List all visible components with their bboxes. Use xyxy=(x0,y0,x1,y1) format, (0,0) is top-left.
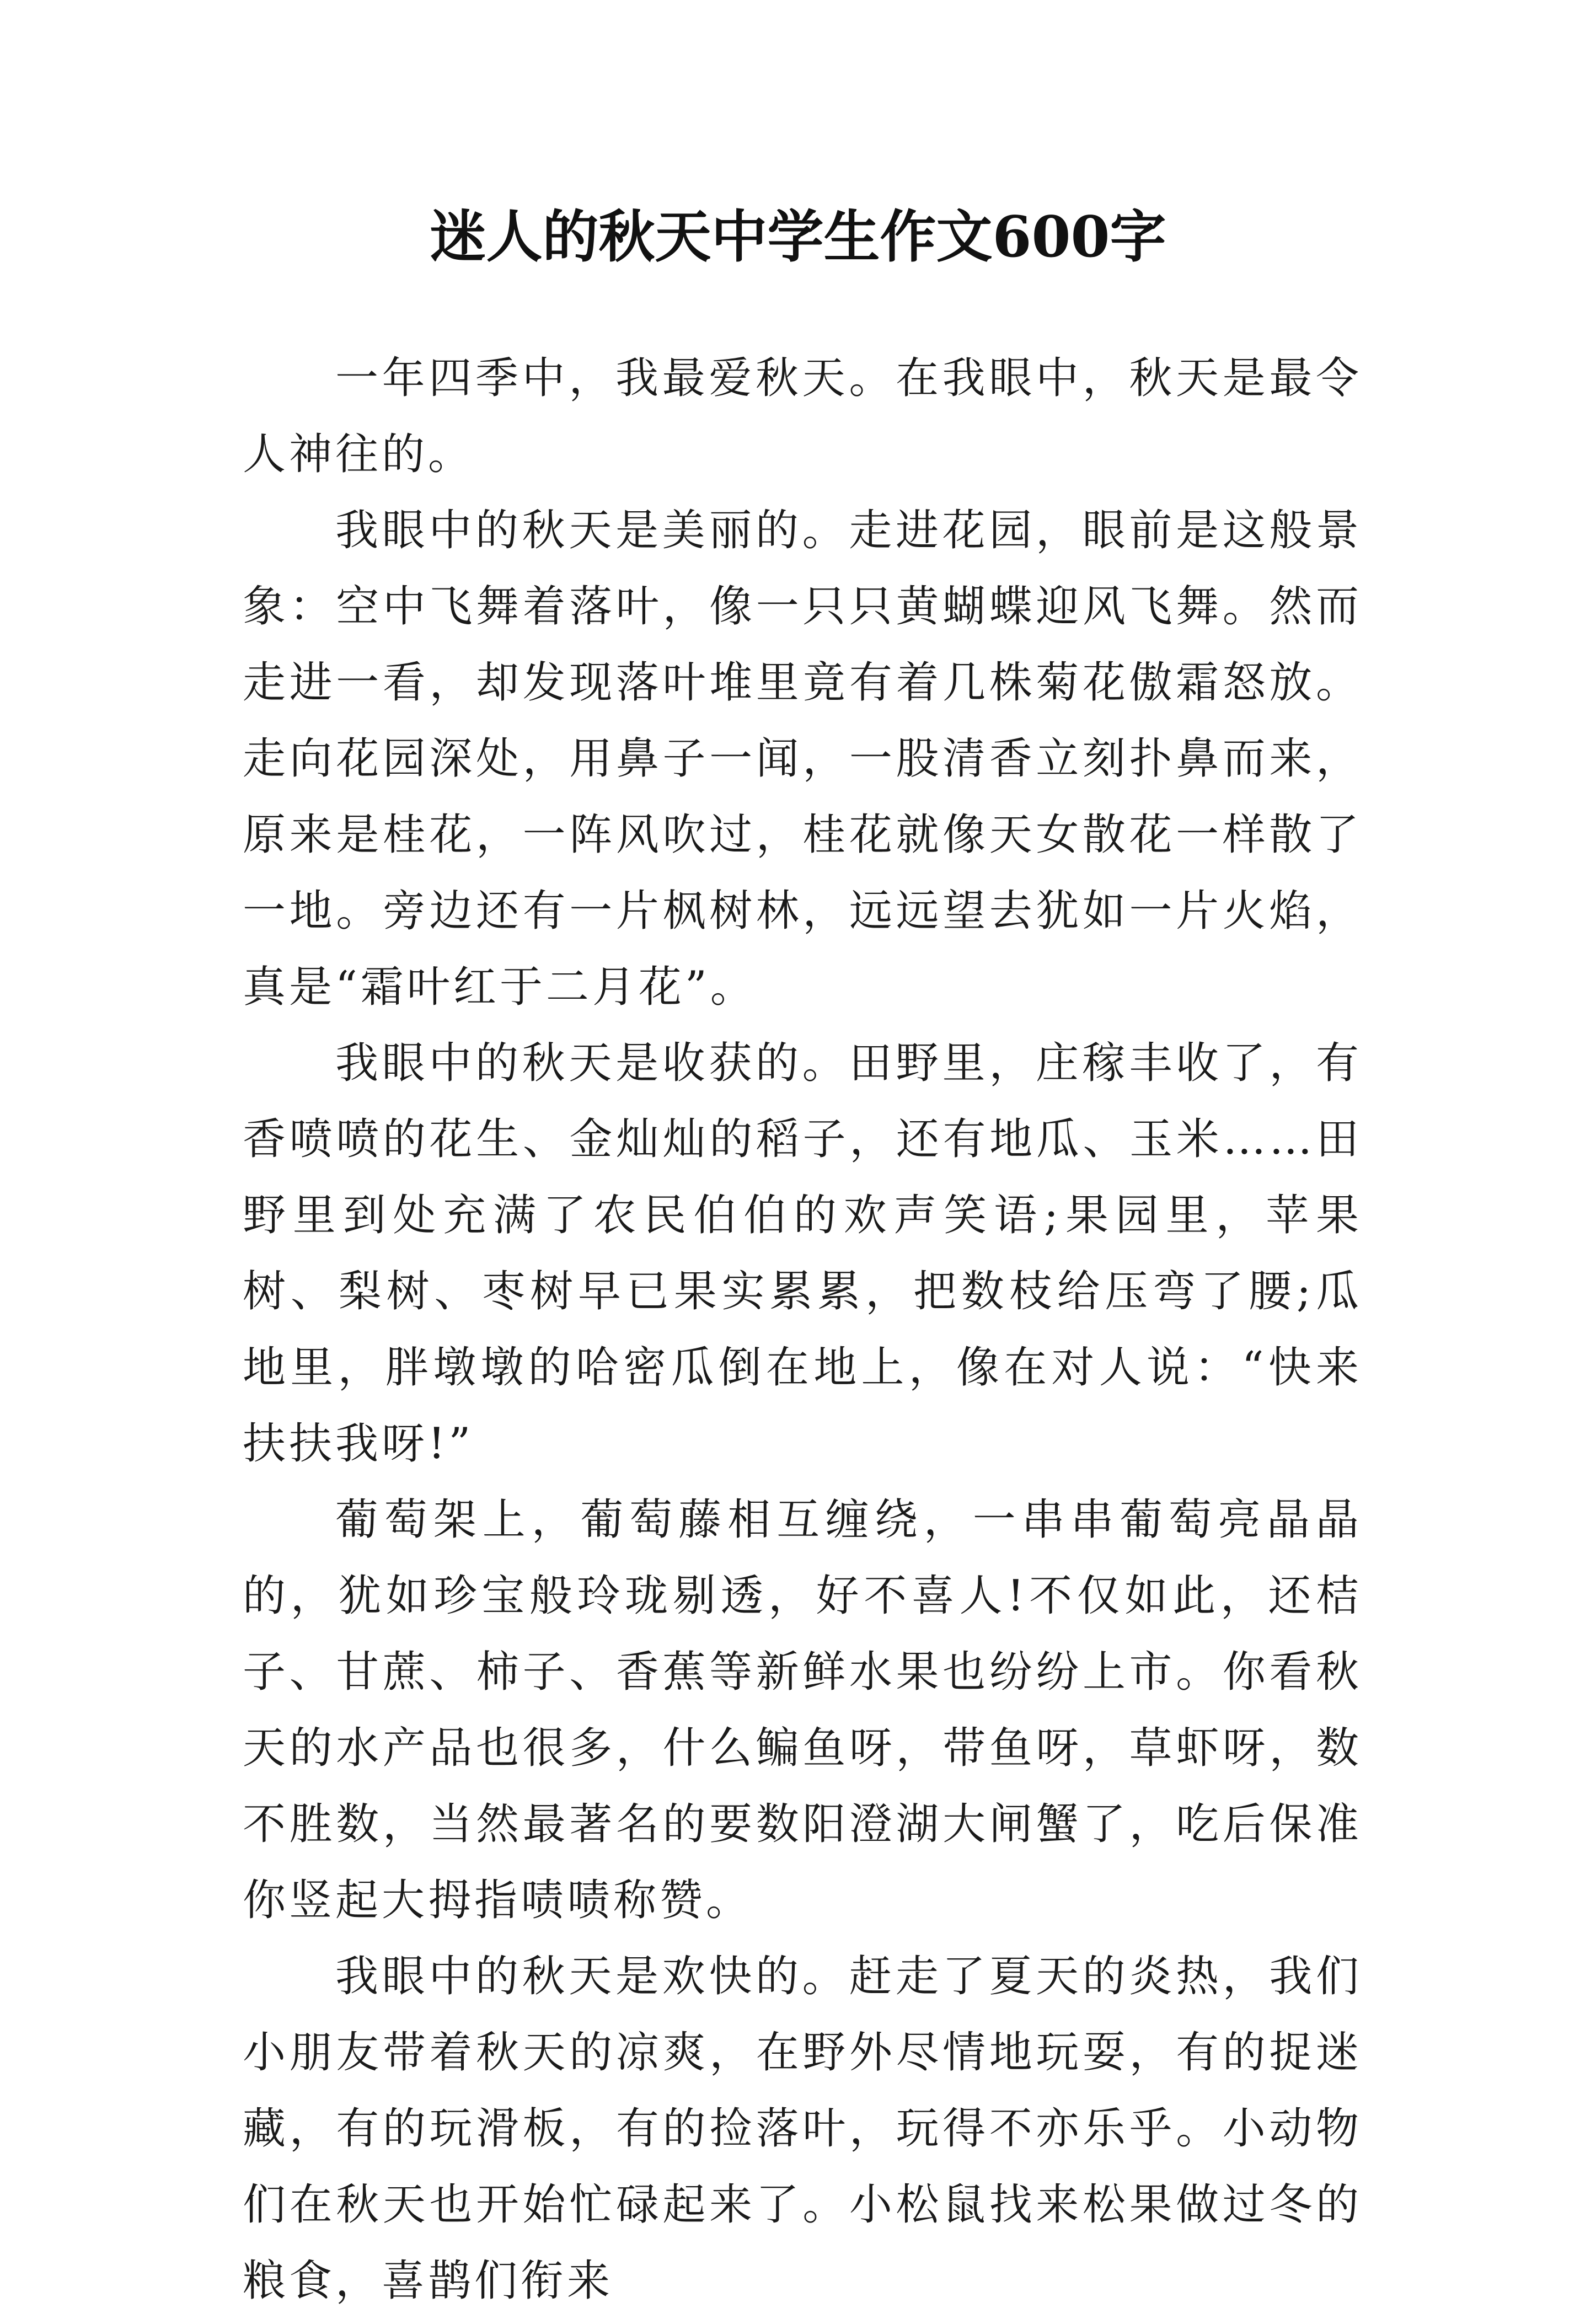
paragraph-3: 我眼中的秋天是收获的。田野里，庄稼丰收了，有香喷喷的花生、金灿灿的稻子，还有地瓜、玉米……田野里到处充满了农民伯伯的欢声笑语;果园里，苹果树、梨树、枣树早已果实累累，把数枝给压弯了腰;瓜地里，胖墩墩的哈密瓜倒在地上，像在对人说：“快来扶扶我呀!” xyxy=(243,1038,1362,1469)
paragraph-4: 葡萄架上，葡萄藤相互缠绕，一串串葡萄亮晶晶的，犹如珍宝般玲珑剔透，好不喜人!不仅如此，还桔子、甘蔗、柿子、香蕉等新鲜水果也纷纷上市。你看秋天的水产品也很多，什么鳊鱼呀，带鱼呀，草虾呀，数不胜数，当然最著名的要数阳澄湖大闸蟹了，吃后保准你竖起大拇指啧啧称赞。 xyxy=(243,1495,1362,1925)
paragraph-2: 我眼中的秋天是美丽的。走进花园，眼前是这般景象：空中飞舞着落叶，像一只只黄蝴蝶迎风飞舞。然而走进一看，却发现落叶堆里竟有着几株菊花傲霜怒放。走向花园深处，用鼻子一闻，一股清香立刻扑鼻而来，原来是桂花，一阵风吹过，桂花就像天女散花一样散了一地。旁边还有一片枫树林，远远望去犹如一片火焰，真是“霜叶红于二月花”。 xyxy=(243,506,1362,1012)
document-body xyxy=(243,340,1362,2319)
paragraph-5: 我眼中的秋天是欢快的。赶走了夏天的炎热，我们小朋友带着秋天的凉爽，在野外尽情地玩耍，有的捉迷藏，有的玩滑板，有的捡落叶，玩得不亦乐乎。小动物们在秋天也开始忙碌起来了。小松鼠找来松果做过冬的粮食，喜鹊们衔来 xyxy=(243,1952,1362,2306)
paragraph-1: 一年四季中，我最爱秋天。在我眼中，秋天是最令人神往的。 xyxy=(243,354,1362,479)
document-title: 迷人的秋天中学生作文600字 xyxy=(430,204,1166,270)
